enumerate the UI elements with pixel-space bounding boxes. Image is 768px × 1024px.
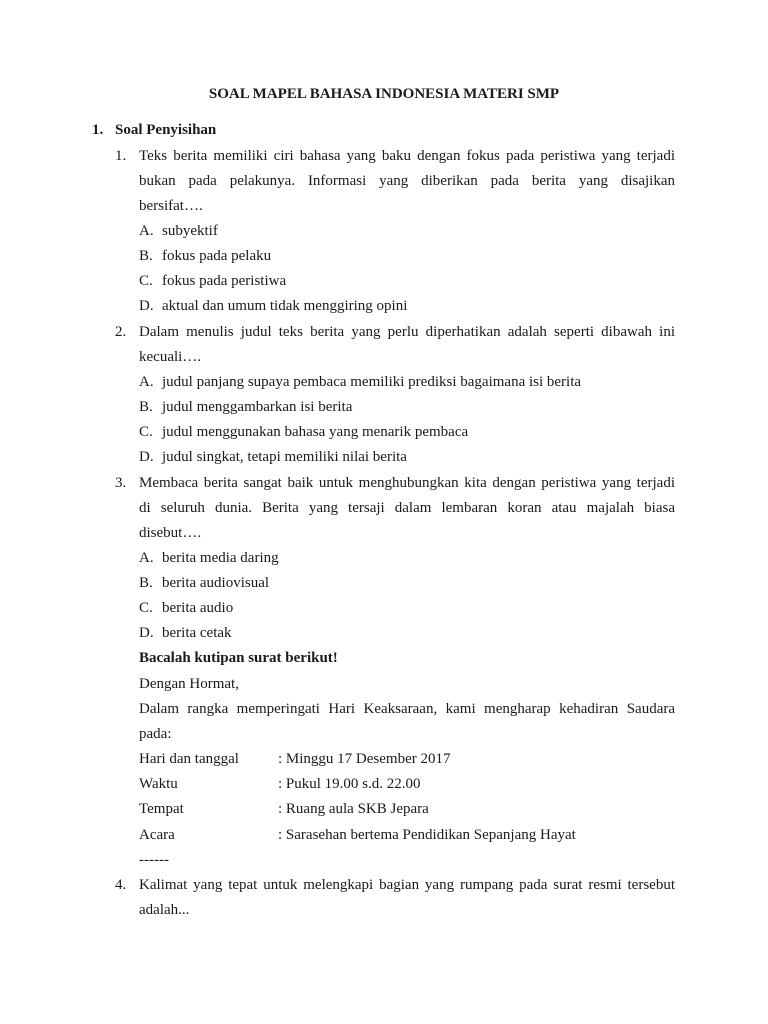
option-letter: A. <box>139 223 154 239</box>
option-text: judul menggambarkan isi berita <box>162 399 353 415</box>
option-letter: A. <box>139 374 154 390</box>
option-text: fokus pada peristiwa <box>162 273 287 289</box>
detail-label: Hari dan tanggal <box>139 751 239 767</box>
question-2-line-1: Dalam menulis judul teks berita yang perlu diperhatikan adalah seperti dibawah ini <box>139 324 675 340</box>
letter-greeting: Dengan Hormat, <box>139 676 239 692</box>
question-3-line-2: di seluruh dunia. Berita yang tersaji dalam lembaran koran atau majalah biasa <box>139 500 675 516</box>
question-3-line-1: Membaca berita sangat baik untuk menghubungkan kita dengan peristiwa yang terjadi <box>139 475 675 491</box>
detail-label: Tempat <box>139 801 184 817</box>
option-text: berita audiovisual <box>162 575 270 591</box>
option-text: aktual dan umum tidak menggiring opini <box>162 298 408 314</box>
section-heading: Soal Penyisihan <box>115 122 217 138</box>
option-text: berita cetak <box>162 625 232 641</box>
question-3-line-3: disebut…. <box>139 525 202 541</box>
option-letter: D. <box>139 625 154 641</box>
option-letter: C. <box>139 424 153 440</box>
letter-body-line-1: Dalam rangka memperingati Hari Keaksaraan, kami mengharap kehadiran Saudara <box>139 701 675 717</box>
detail-value: : Pukul 19.00 s.d. 22.00 <box>278 776 421 792</box>
option-text: fokus pada pelaku <box>162 248 272 264</box>
section-number: 1. <box>92 122 104 138</box>
option-text: judul panjang supaya pembaca memiliki prediksi bagaimana isi berita <box>162 374 582 390</box>
question-2-number: 2. <box>115 324 127 340</box>
option-letter: D. <box>139 449 154 465</box>
gap-marker: ------ <box>139 852 169 868</box>
option-text: berita media daring <box>162 550 279 566</box>
option-letter: B. <box>139 399 153 415</box>
document-title: SOAL MAPEL BAHASA INDONESIA MATERI SMP <box>208 86 560 102</box>
option-letter: C. <box>139 600 153 616</box>
option-text: judul menggunakan bahasa yang menarik pembaca <box>162 424 469 440</box>
detail-label: Waktu <box>139 776 178 792</box>
detail-label: Acara <box>139 827 175 843</box>
question-4-number: 4. <box>115 877 127 893</box>
letter-body-line-2: pada: <box>139 726 172 742</box>
option-letter: D. <box>139 298 154 314</box>
question-1-number: 1. <box>115 148 127 164</box>
question-1-line-3: bersifat…. <box>139 198 203 214</box>
option-text: subyektif <box>162 223 218 239</box>
letter-instruction: Bacalah kutipan surat berikut! <box>139 650 338 666</box>
question-3-number: 3. <box>115 475 127 491</box>
option-text: berita audio <box>162 600 234 616</box>
question-1-line-1: Teks berita memiliki ciri bahasa yang baku dengan fokus pada peristiwa yang terjadi <box>139 148 675 164</box>
option-letter: B. <box>139 248 153 264</box>
question-1-line-2: bukan pada pelakunya. Informasi yang diberikan pada berita yang disajikan <box>139 173 675 189</box>
question-4-line-1: Kalimat yang tepat untuk melengkapi bagian yang rumpang pada surat resmi tersebut <box>139 877 675 893</box>
detail-value: : Sarasehan bertema Pendidikan Sepanjang Hayat <box>278 827 576 843</box>
option-text: judul singkat, tetapi memiliki nilai berita <box>162 449 407 465</box>
option-letter: C. <box>139 273 153 289</box>
detail-value: : Minggu 17 Desember 2017 <box>278 751 451 767</box>
detail-value: : Ruang aula SKB Jepara <box>278 801 429 817</box>
option-letter: A. <box>139 550 154 566</box>
option-letter: B. <box>139 575 153 591</box>
question-4-line-2: adalah... <box>139 902 190 918</box>
question-2-line-2: kecuali…. <box>139 349 202 365</box>
